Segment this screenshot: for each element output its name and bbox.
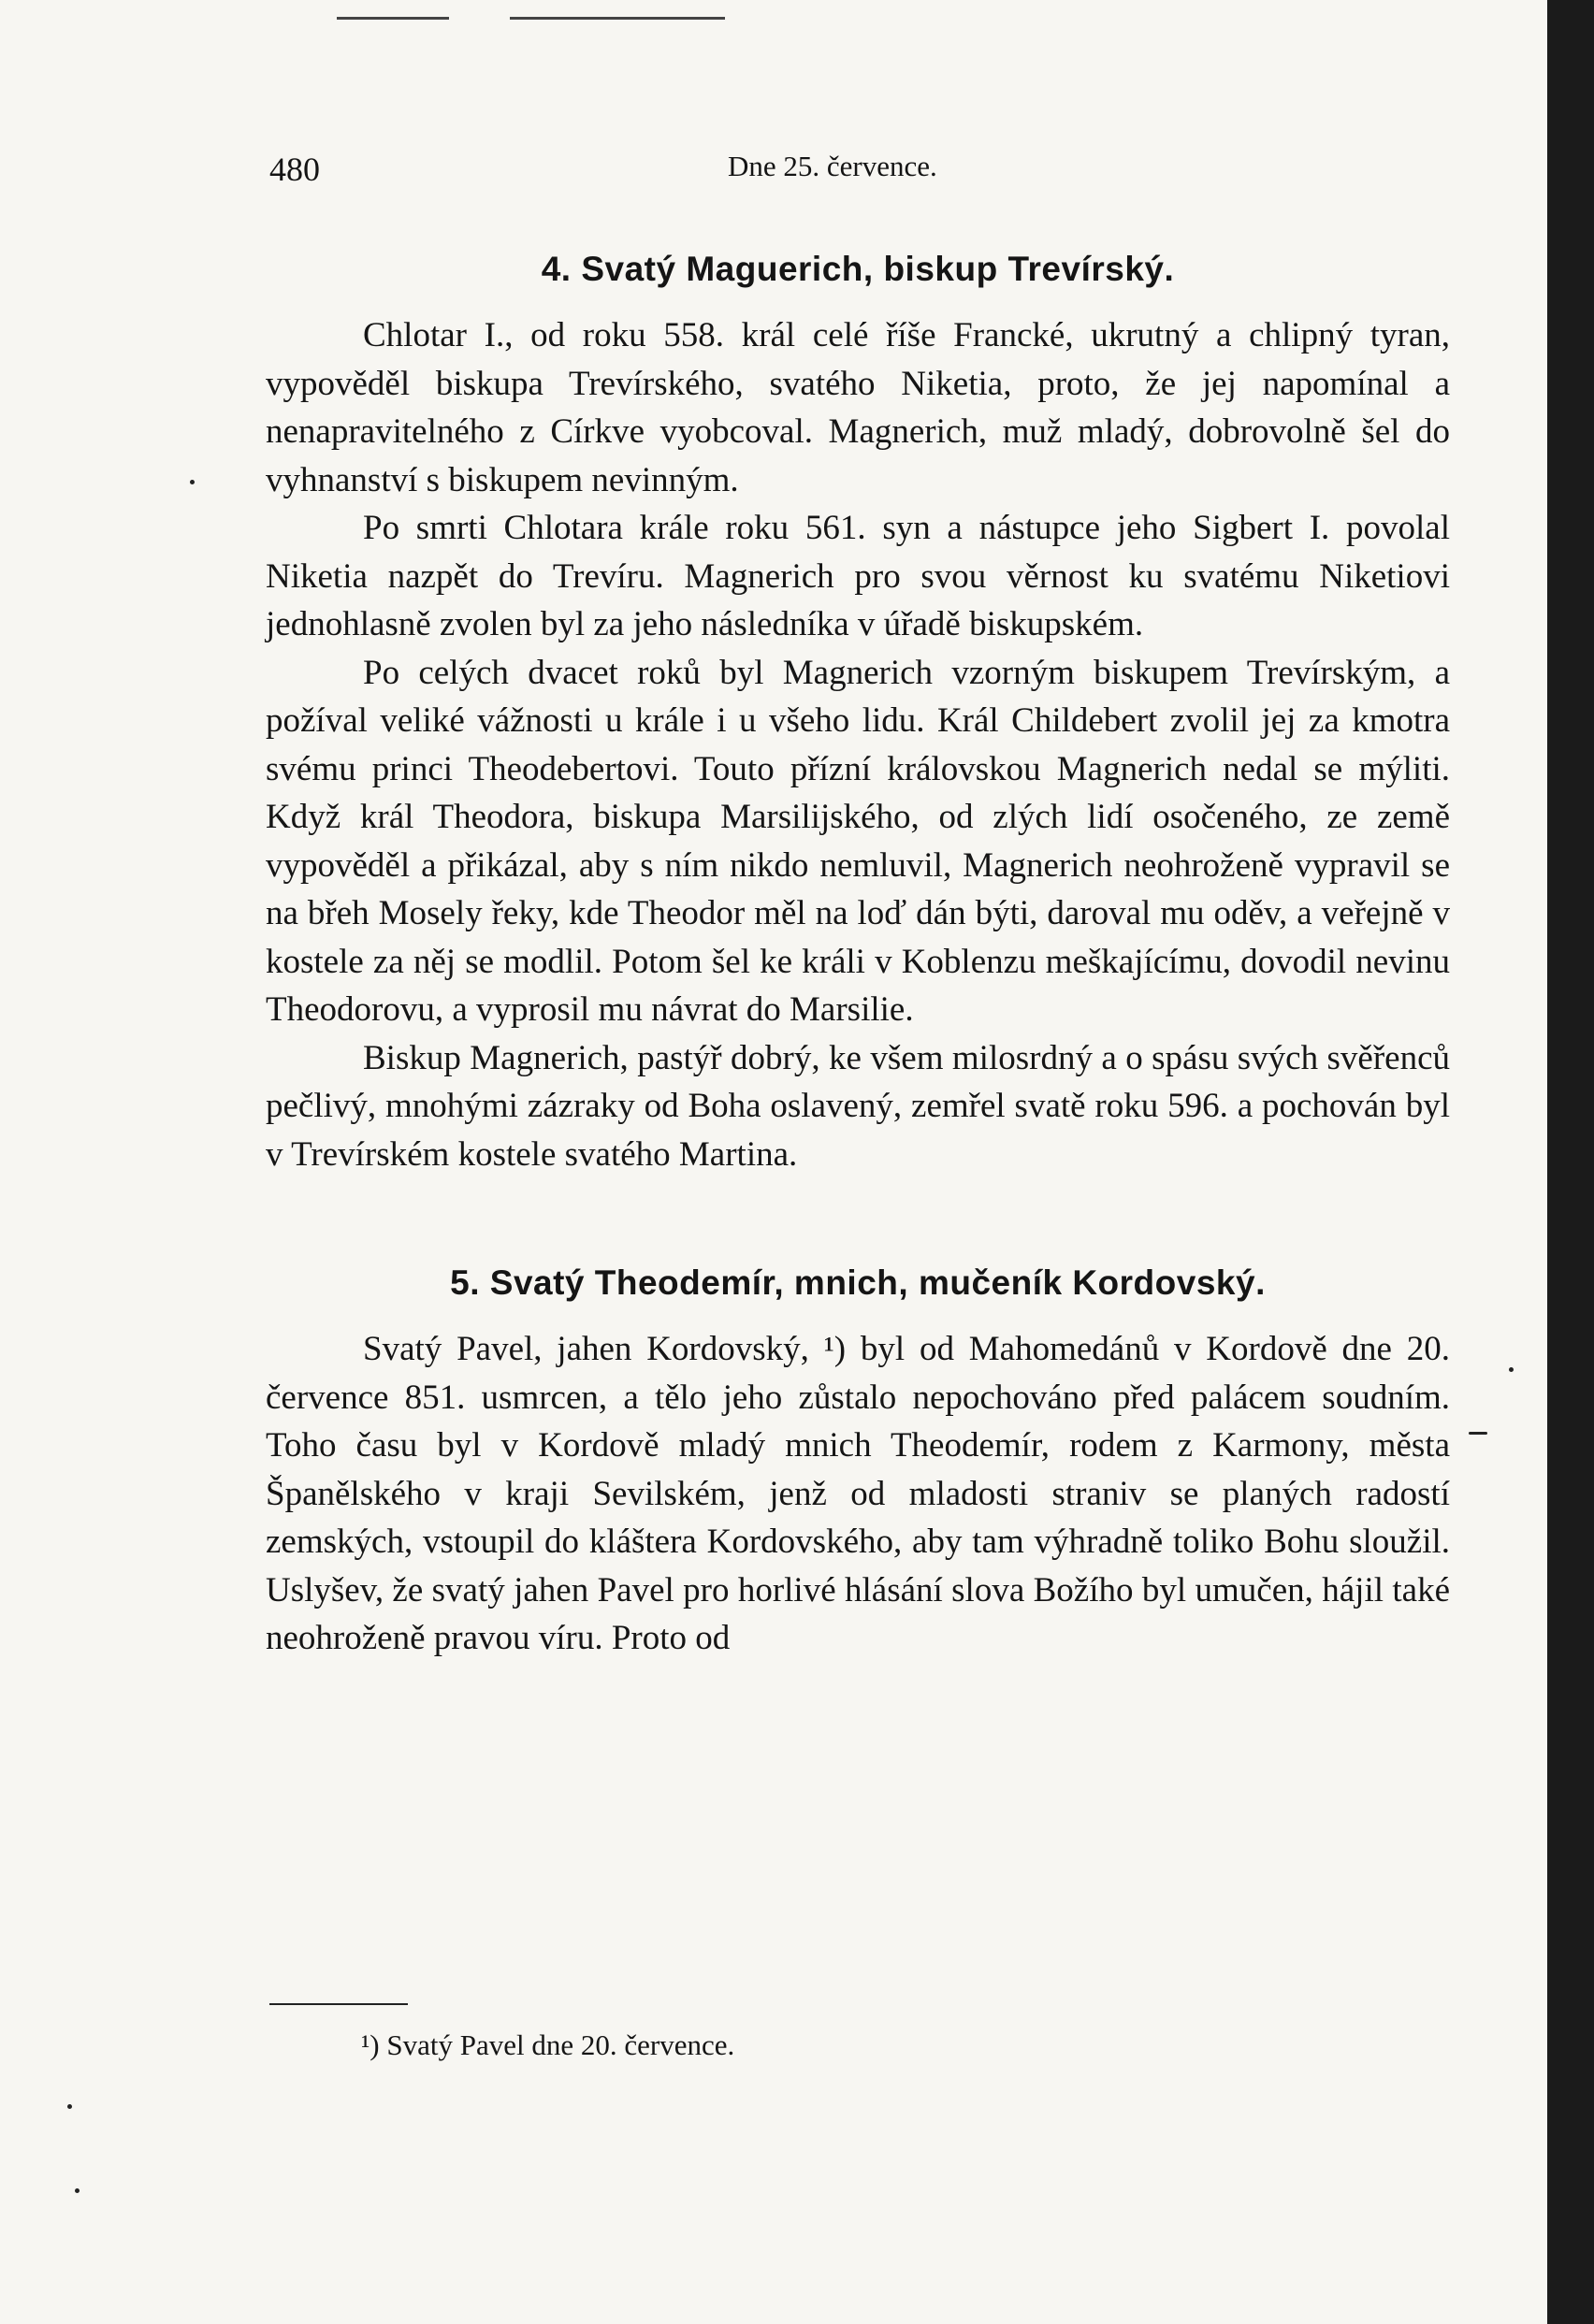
page-header: [269, 150, 1450, 193]
paragraph-text: byl od Mahomedánů v Kordově dne 20. července 851. usmrcen, a tělo jeho zůstalo nepochováno před palácem soudním. Toho času byl v Kordově mladý mnich Theodemír, rodem z Karmony, města Španělského v kraji Sevilském, jenž od mladosti straniv se planých radostí zemských, vstoupil do kláštera Kordovského, aby tam výhradně toliko Bohu sloužil. Uslyšev, že svatý jahen Pavel pro horlivé hlásání slova Božího byl umučen, hájil také neohroženě pravou víru. Proto od: [266, 1330, 1450, 1657]
footnote: [361, 2028, 1297, 2062]
scan-speck: [75, 2188, 80, 2193]
paragraph-text: Svatý Pavel, jahen Kordovský,: [363, 1330, 824, 1368]
footnote-text: Svatý Pavel dne 20. července.: [379, 2028, 735, 2061]
paragraph: Biskup Magnerich, pastýř dobrý, ke všem milosrdný a o spásu svých svěřenců pečlivý, mnohými zázraky od Boha oslavený, zemřel svatě roku 596. a pochován byl v Trevírském kostele svatého Martina.: [266, 1038, 1450, 1174]
page-number: 480: [269, 151, 320, 188]
scan-speck: [1509, 1367, 1514, 1372]
section-heading-magnerich: 4. Svatý Maguerich, biskup Trevírský.: [541, 250, 1175, 288]
section-heading-theodemir: 5. Svatý Theodemír, mnich, mučeník Kordovský.: [450, 1263, 1266, 1302]
paragraph: Chlotar I., od roku 558. král celé říše Francké, ukrutný a chlipný tyran, vypověděl biskupa Trevírského, svatého Niketia, proto, že jej napomínal a nenapravitelného z Církve vyobcoval. Magnerich, muž mladý, dobrovolně šel do vyhnanství s biskupem nevinným.: [266, 316, 1450, 499]
main-text: [266, 245, 1450, 1663]
footnote-marker: ¹): [361, 2028, 380, 2061]
scan-edge-line: [337, 17, 449, 20]
scan-speck: [67, 2104, 72, 2109]
paragraph: Po celých dvacet roků byl Magnerich vzorným biskupem Trevírským, a požíval veliké vážnosti u krále i u všeho lidu. Král Childebert zvolil jej za kmotra svému princi Theodebertovi. Touto přízní královskou Magnerich nedal se mýliti. Když král Theodora, biskupa Marsilijského, od zlých lidí osočeného, ze země vypověděl a přikázal, aby s ním nikdo nemluvil, Magnerich neohroženě vypravil se na břeh Mosely řeky, kde Theodor měl na loď dán býti, daroval mu oděv, a veřejně v kostele za něj se modlil. Potom šel ke králi v Koblenzu meškajícímu, dovodil nevinu Theodorovu, a vyprosil mu návrat do Marsilie.: [266, 653, 1450, 1029]
paragraph: Po smrti Chlotara krále roku 561. syn a nástupce jeho Sigbert I. povolal Niketia nazpět do Trevíru. Magnerich pro svou věrnost ku svatému Niketiovi jednohlasně zvolen byl za jeho následníka v úřadě biskupském.: [266, 509, 1450, 643]
footnote-reference: ¹): [823, 1330, 847, 1368]
paragraph: [266, 1325, 1450, 1663]
footnote-divider: [269, 2003, 408, 2005]
scan-speck: [190, 480, 195, 484]
scan-edge-line: [510, 17, 725, 20]
scan-speck: [1469, 1432, 1487, 1435]
running-title: Dne 25. července.: [728, 150, 937, 182]
